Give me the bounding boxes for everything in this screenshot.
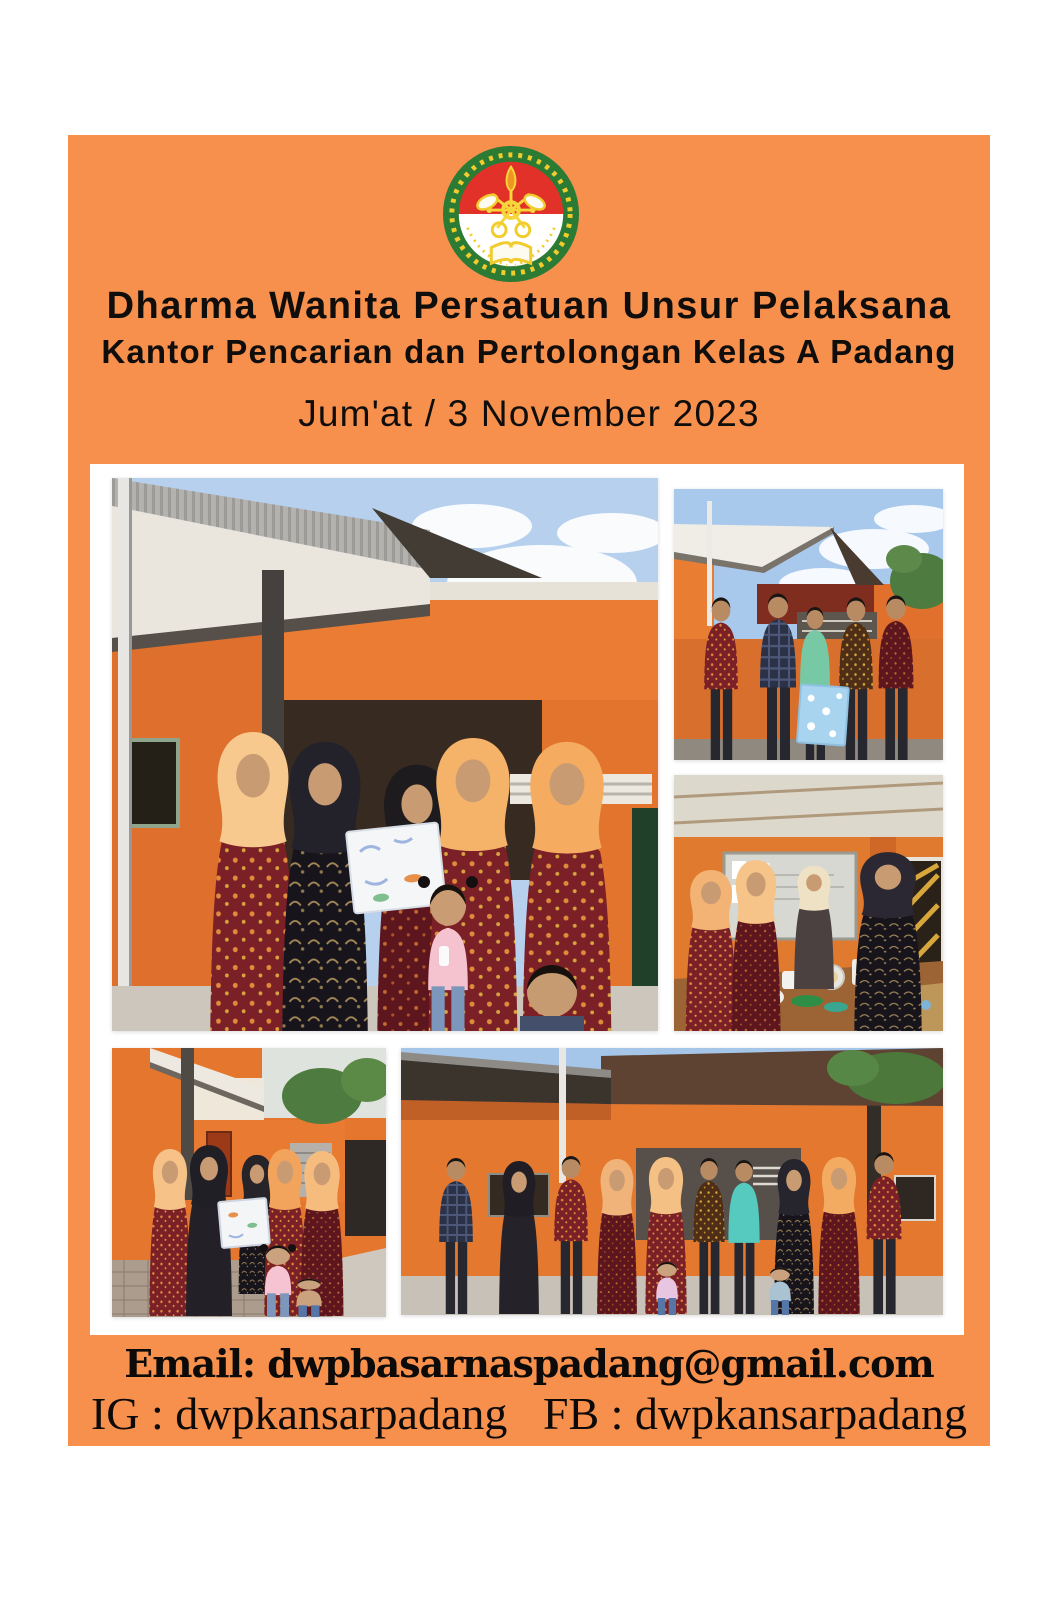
- photo-gift-handover-men-illustration: [674, 489, 943, 760]
- orange-panel: [68, 135, 990, 1446]
- email-line: Email: dwpbasarnaspadang@gmail.com: [124, 1341, 934, 1386]
- photo-gift-handover-women: [112, 478, 658, 1031]
- title-line-1: Dharma Wanita Persatuan Unsur Pelaksana: [106, 285, 952, 327]
- gift-bag: [797, 684, 849, 745]
- photo-board: [90, 464, 964, 1335]
- photo-meeting-room-refreshments: [674, 775, 943, 1031]
- photo-women-group-illustration: [112, 1048, 386, 1317]
- photo-meeting-room-illustration: [674, 775, 943, 1031]
- event-date: Jum'at / 3 November 2023: [298, 393, 760, 434]
- photo-gift-handover-women-illustration: [112, 478, 658, 1031]
- photo-gift-handover-men: [674, 489, 943, 760]
- dharma-wanita-persatuan-logo: [441, 145, 581, 283]
- title-line-2: Kantor Pencarian dan Pertolongan Kelas A Padang: [101, 333, 957, 370]
- instagram-handle: IG : dwpkansarpadang: [90, 1388, 508, 1439]
- social-line: [68, 1387, 990, 1440]
- photo-group-thumbs-up: [401, 1048, 943, 1315]
- facebook-handle: FB : dwpkansarpadang: [542, 1388, 968, 1439]
- photo-group-thumbs-up-illustration: [401, 1048, 943, 1315]
- photo-women-group-gift: [112, 1048, 386, 1317]
- gift-box: [218, 1198, 270, 1248]
